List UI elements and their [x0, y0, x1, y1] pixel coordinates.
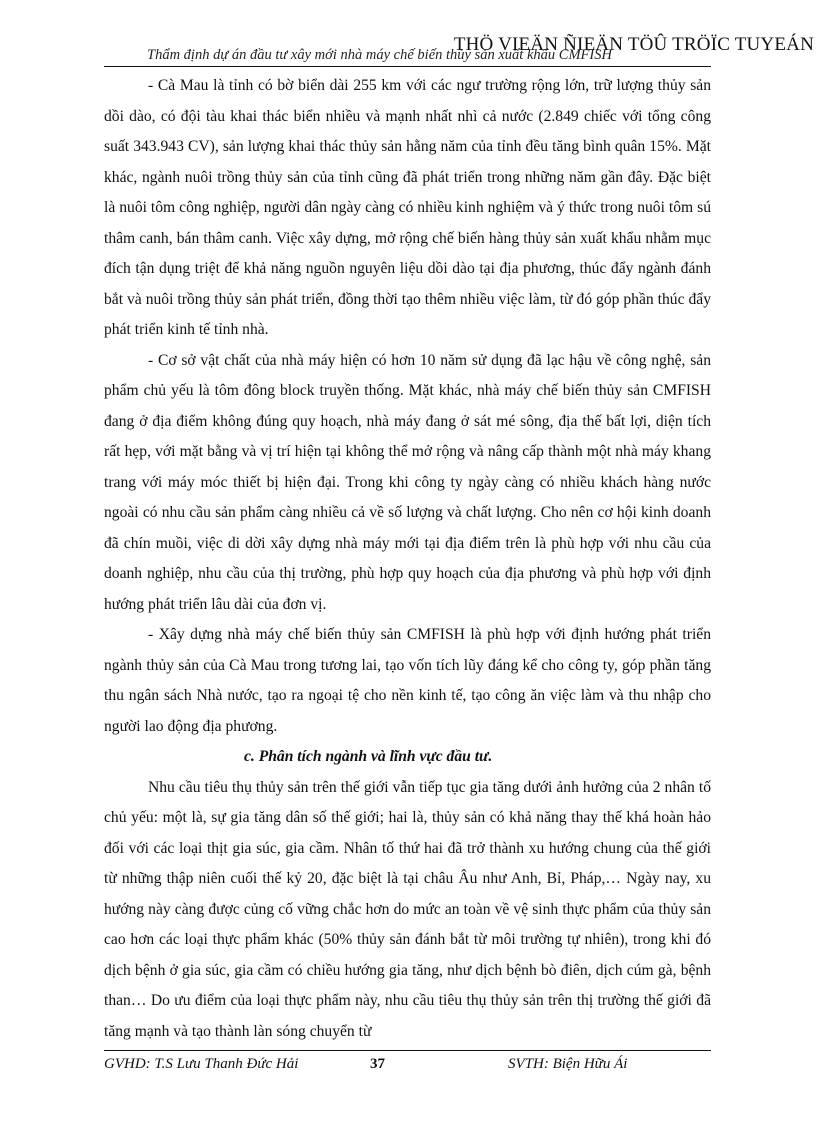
footer-advisor: GVHD: T.S Lưu Thanh Đức Hải: [104, 1056, 299, 1072]
page-body: [104, 71, 711, 1047]
paragraph-factory-facilities: - Cơ sở vật chất của nhà máy hiện có hơn 10 năm sử dụng đã lạc hậu về công nghệ, sản phẩm chủ yếu là tôm đông block truyền thống. Mặt khác, nhà máy chế biến thủy sản CMFISH đang ở địa điểm không đúng quy hoạch, nhà máy đang ở sát mé sông, địa thế bất lợi, diện tích rất hẹp, với mặt bằng và vị trí hiện tại không thể mở rộng và nâng cấp thành một nhà máy khang trang với máy móc thiết bị hiện đại. Trong khi công ty ngày càng có nhiều khách hàng nước ngoài có nhu cầu sản phẩm càng nhiều cả về số lượng và chất lượng. Cho nên cơ hội kinh doanh đã chín muồi, việc di dời xây dựng nhà máy mới tại địa điểm trên là phù hợp với nhu cầu của doanh nghiệp, nhu cầu của thị trường, phù hợp quy hoạch của địa phương và phù hợp với định hướng phát triển lâu dài của đơn vị.: [104, 351, 711, 613]
header-divider: [104, 66, 711, 67]
page-number: 37: [370, 1056, 385, 1072]
library-watermark: THÖ VIEÄN ÑIEÄN TÖÛ TRÖÏC TUYEÁN: [453, 34, 814, 55]
paragraph-ca-mau-resources: - Cà Mau là tỉnh có bờ biển dài 255 km với các ngư trường rộng lớn, trữ lượng thủy sản dồi dào, có đội tàu khai thác biển nhiều và mạnh nhất nhì cả nước (2.849 chiếc với tổng công suất 343.943 CV), sản lượng khai thác thủy sản hằng năm của tỉnh đều tăng bình quân 15%. Mặt khác, ngành nuôi trồng thủy sản của tỉnh cũng đã phát triển trong những năm gần đây. Đặc biệt là nuôi tôm công nghiệp, người dân ngày càng có nhiều kinh nghiệm và ý thức trong nuôi tôm sú thâm canh, bán thâm canh. Việc xây dựng, mở rộng chế biến hàng thủy sản xuất khẩu nhằm mục đích tận dụng triệt để khả năng nguồn nguyên liệu dồi dào tại địa phương, thúc đẩy ngành đánh bắt và nuôi trồng thủy sản phát triển, đồng thời tạo thêm nhiều việc làm, từ đó góp phần thúc đẩy phát triển kinh tế tỉnh nhà.: [104, 77, 711, 338]
section-heading-c: c. Phân tích ngành và lĩnh vực đầu tư.: [244, 748, 493, 765]
footer-divider: [104, 1050, 711, 1051]
paragraph-world-demand: Nhu cầu tiêu thụ thủy sản trên thế giới vẫn tiếp tục gia tăng dưới ảnh hưởng của 2 nhân tố chủ yếu: một là, sự gia tăng dân số thế giới; hai là, thủy sản có khả năng thay thế khá hoàn hảo đối với các loại thịt gia súc, gia cầm. Nhân tố thứ hai đã trở thành xu hướng chung của thế giới từ những thập niên cuối thế kỷ 20, đặc biệt là tại châu Âu như Anh, Bỉ, Pháp,… Ngày nay, xu hướng này càng được củng cố vững chắc hơn do mức an toàn về vệ sinh thực phẩm của thủy sản cao hơn các loại thực phẩm khác (50% thủy sản đánh bắt từ môi trường tự nhiên), trong khi đó dịch bệnh ở gia súc, gia cầm có chiều hướng gia tăng, như dịch bệnh bò điên, dịch cúm gà, bệnh than… Do ưu điểm của loại thực phẩm này, nhu cầu tiêu thụ thủy sản trên thị trường thế giới đã tăng mạnh và tạo thành làn sóng chuyển từ: [104, 778, 711, 1040]
running-header: Thẩm định dự án đầu tư xây mới nhà máy chế biến thủy sản xuất khẩu CMFISH: [147, 47, 612, 63]
paragraph-development-orientation: - Xây dựng nhà máy chế biến thủy sản CMFISH là phù hợp với định hướng phát triển ngành thủy sản của Cà Mau trong tương lai, tạo vốn tích lũy đáng kể cho công ty, góp phần tăng thu ngân sách Nhà nước, tạo ra ngoại tệ cho nền kinh tế, tạo công ăn việc làm và thu nhập cho người lao động địa phương.: [104, 626, 711, 735]
page-footer: [104, 1056, 711, 1076]
footer-student: SVTH: Biện Hữu Ái: [508, 1056, 628, 1072]
